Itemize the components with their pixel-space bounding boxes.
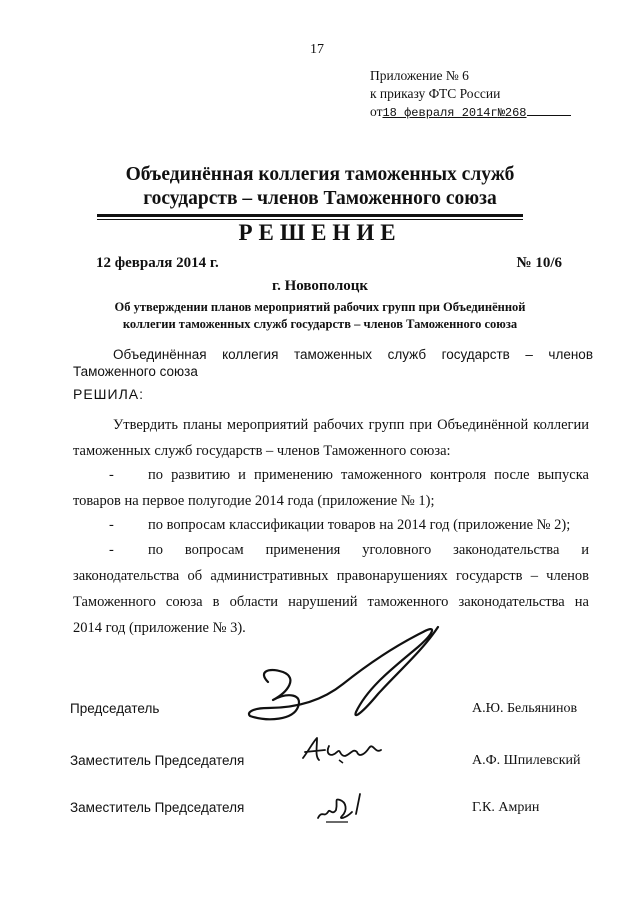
chairman-signature bbox=[228, 612, 468, 732]
appendix-line-1: Приложение № 6 bbox=[370, 68, 469, 83]
item-3-line-3: Таможенного союза в области нарушений таможенного законодательства на bbox=[73, 594, 589, 610]
appendix-number-sign: № bbox=[497, 106, 505, 120]
preamble-line-2: Таможенного союза bbox=[73, 364, 198, 379]
item-1-line-2: товаров на первое полугодие 2014 года (приложение № 1); bbox=[73, 493, 435, 509]
item-1-line-1: по развитию и применению таможенного контроля после выпуска bbox=[148, 467, 589, 483]
title-line-1: Объединённая коллегия таможенных служб bbox=[125, 164, 515, 185]
appendix-order-number: 268 bbox=[504, 106, 527, 120]
decision-date: 12 февраля 2014 г. bbox=[96, 255, 219, 271]
title-line-2: государств – членов Таможенного союза bbox=[143, 188, 497, 209]
signatory-2-name: А.Ф. Шпилевский bbox=[472, 753, 581, 768]
appendix-reference bbox=[370, 67, 571, 122]
page-number: 17 bbox=[310, 42, 324, 57]
list-item-1 bbox=[73, 462, 589, 514]
appendix-line-3 bbox=[370, 103, 571, 122]
item-3-first-line bbox=[73, 537, 589, 563]
title-rule-thick bbox=[97, 214, 523, 217]
item-3-dash: - bbox=[109, 542, 114, 558]
intro-line-2: таможенных служб государств – членов Таможенного союза: bbox=[73, 443, 451, 459]
item-3-line-2: законодательства об административных правонарушениях государств – членов bbox=[73, 568, 589, 584]
decision-heading: РЕШЕНИЕ bbox=[238, 220, 402, 245]
signatory-2-role: Заместитель Председателя bbox=[70, 753, 245, 768]
item-1-dash: - bbox=[109, 467, 114, 483]
decision-number: № 10/6 bbox=[516, 255, 562, 271]
item-2-first-line bbox=[73, 512, 589, 538]
signatory-1-role: Председатель bbox=[70, 701, 160, 716]
document-title bbox=[60, 163, 580, 211]
item-2-line-1: по вопросам классификации товаров на 2014 год (приложение № 2); bbox=[148, 517, 571, 533]
item-3-line-1: по вопросам применения уголовного законодательства и bbox=[148, 542, 589, 558]
intro-paragraph bbox=[73, 412, 589, 464]
subject-line-1: Об утверждении планов мероприятий рабочих групп при Объединённой bbox=[114, 300, 526, 314]
appendix-line-2: к приказу ФТС России bbox=[370, 86, 501, 101]
item-2-dash: - bbox=[109, 517, 114, 533]
deputy-2-signature bbox=[312, 788, 382, 828]
subject-line-2: коллегии таможенных служб государств – членов Таможенного союза bbox=[122, 317, 518, 331]
preamble bbox=[73, 346, 593, 380]
decision-subject bbox=[100, 299, 540, 333]
appendix-underline bbox=[527, 103, 571, 116]
decision-city: г. Новополоцк bbox=[271, 278, 369, 294]
item-3-line-4: 2014 год (приложение № 3). bbox=[73, 620, 246, 636]
item-1-first-line bbox=[73, 462, 589, 488]
intro-line-1: Утвердить планы мероприятий рабочих групп при Объединённой коллегии bbox=[113, 417, 589, 433]
signatory-3-name: Г.К. Амрин bbox=[472, 800, 540, 815]
deputy-1-signature bbox=[295, 730, 395, 770]
resolved-heading: РЕШИЛА: bbox=[73, 386, 144, 402]
signatory-3-role: Заместитель Председателя bbox=[70, 800, 245, 815]
list-item-2 bbox=[73, 512, 589, 538]
appendix-date-prefix: от bbox=[370, 104, 383, 119]
signatory-1-name: А.Ю. Бельянинов bbox=[472, 701, 578, 716]
appendix-date: 18 февраля 2014г bbox=[382, 106, 498, 120]
preamble-line-1: Объединённая коллегия таможенных служб государств – членов bbox=[113, 347, 593, 362]
